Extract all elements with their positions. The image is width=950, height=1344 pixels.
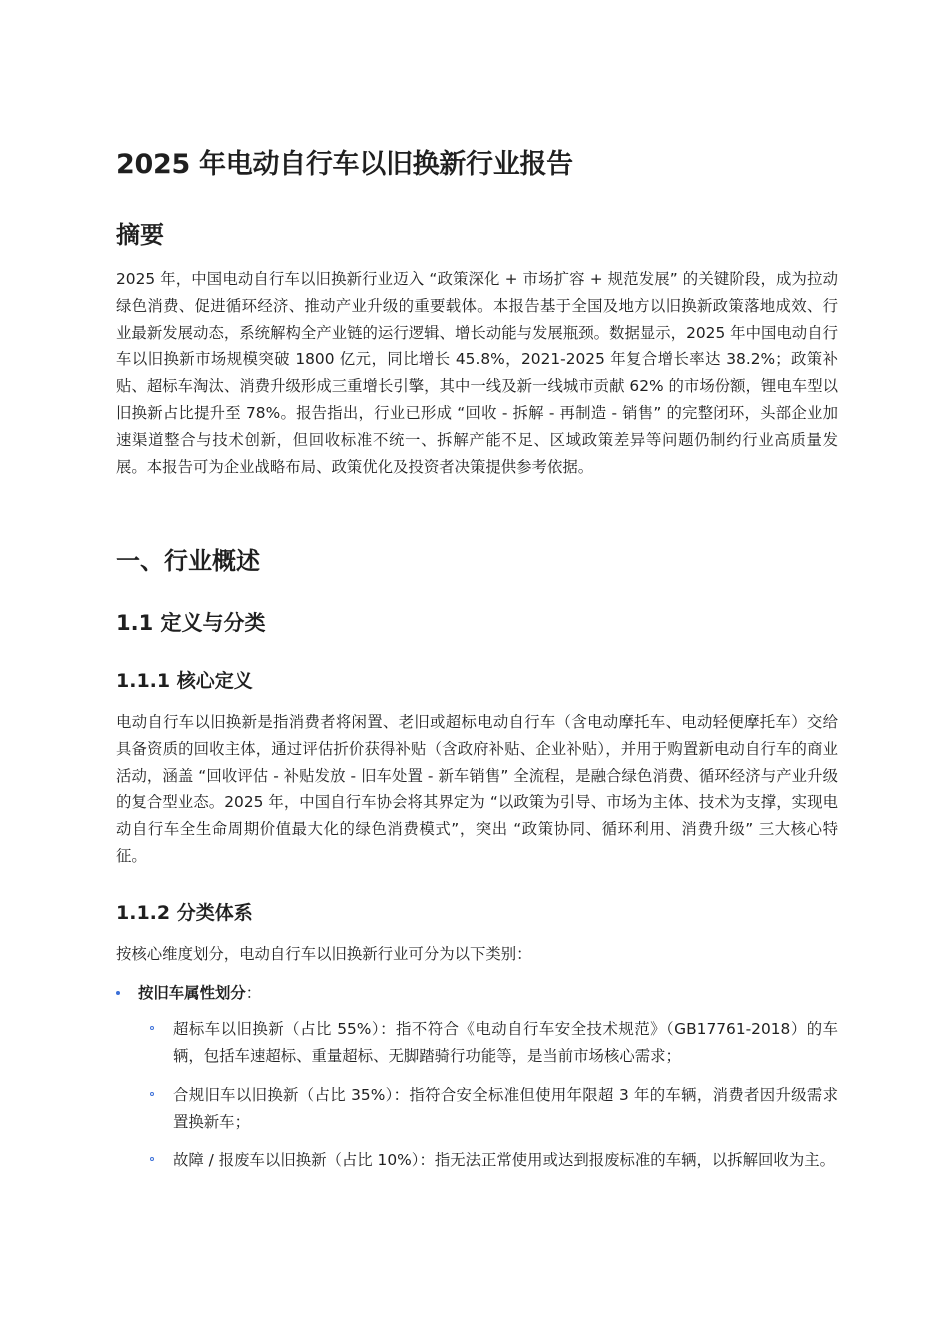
section-1-1-1-heading: 1.1.1 核心定义 (116, 670, 253, 692)
report-title: 2025 年电动自行车以旧换新行业报告 (116, 149, 573, 180)
sub-item-text: 故障 / 报废车以旧换新（占比 10%）：指无法正常使用或达到报废标准的车辆，以拆解回收为主。 (173, 1151, 835, 1169)
abstract-paragraph: 2025 年，中国电动自行车以旧换新行业迈入 “政策深化 + 市场扩容 + 规范发展” 的关键阶段，成为拉动绿色消费、促进循环经济、推动产业升级的重要载体。本报告基于全国及地方以旧换新政策落地成效、行业最新发展动态，系统解构全产业链的运行逻辑、增长动能与发展瓶颈。数据显示，2025 年中国电动自行车以旧换新市场规模突破 1800 亿元，同比增长 45.8%，2021-2025 年复合增长率达 38.2%；政策补贴、超标车淘汰、消费升级形成三重增长引擎，其中一线及新一线城市贡献 62% 的市场份额，锂电车型以旧换新占比提升至 78%。报告指出，行业已形成 “回收 - 拆解 - 再制造 - 销售” 的完整闭环，头部企业加速渠道整合与技术创新，但回收标准不统一、拆解产能不足、区域政策差异等问题仍制约行业高质量发展。本报告可为企业战略布局、政策优化及投资者决策提供参考依据。 (116, 270, 838, 476)
circle-bullet-icon (150, 1026, 154, 1030)
circle-bullet-icon (150, 1157, 154, 1161)
sub-item-text: 超标车以旧换新（占比 55%）：指不符合《电动自行车安全技术规范》（GB17761-2018）的车辆，包括车速超标、重量超标、无脚踏骑行功能等，是当前市场核心需求； (173, 1020, 838, 1065)
section-1-1-heading: 1.1 定义与分类 (116, 611, 266, 635)
bullet-suffix: ： (245, 984, 262, 1002)
sub-item-text: 合规旧车以旧换新（占比 35%）：指符合安全标准但使用年限超 3 年的车辆，消费者因升级需求置换新车； (173, 1086, 838, 1131)
abstract-heading: 摘要 (116, 221, 164, 249)
bullet-text (138, 980, 261, 1006)
section-1-1-2-heading: 1.1.2 分类体系 (116, 902, 253, 924)
bullet-icon (116, 991, 120, 995)
circle-bullet-icon (150, 1092, 154, 1096)
section-1-heading: 一、行业概述 (116, 547, 260, 575)
bullet-label: 按旧车属性划分 (138, 984, 246, 1002)
core-definition-paragraph: 电动自行车以旧换新是指消费者将闲置、老旧或超标电动自行车（含电动摩托车、电动轻便摩托车）交给具备资质的回收主体，通过评估折价获得补贴（含政府补贴、企业补贴），并用于购置新电动自行车的商业活动，涵盖 “回收评估 - 补贴发放 - 旧车处置 - 新车销售” 全流程，是融合绿色消费、循环经济与产业升级的复合型业态。2025 年，中国自行车协会将其界定为 “以政策为引导、市场为主体、技术为支撑，实现电动自行车全生命周期价值最大化的绿色消费模式”，突出 “政策协同、循环利用、消费升级” 三大核心特征。 (116, 713, 838, 865)
classification-intro: 按核心维度划分，电动自行车以旧换新行业可分为以下类别： (116, 945, 532, 963)
